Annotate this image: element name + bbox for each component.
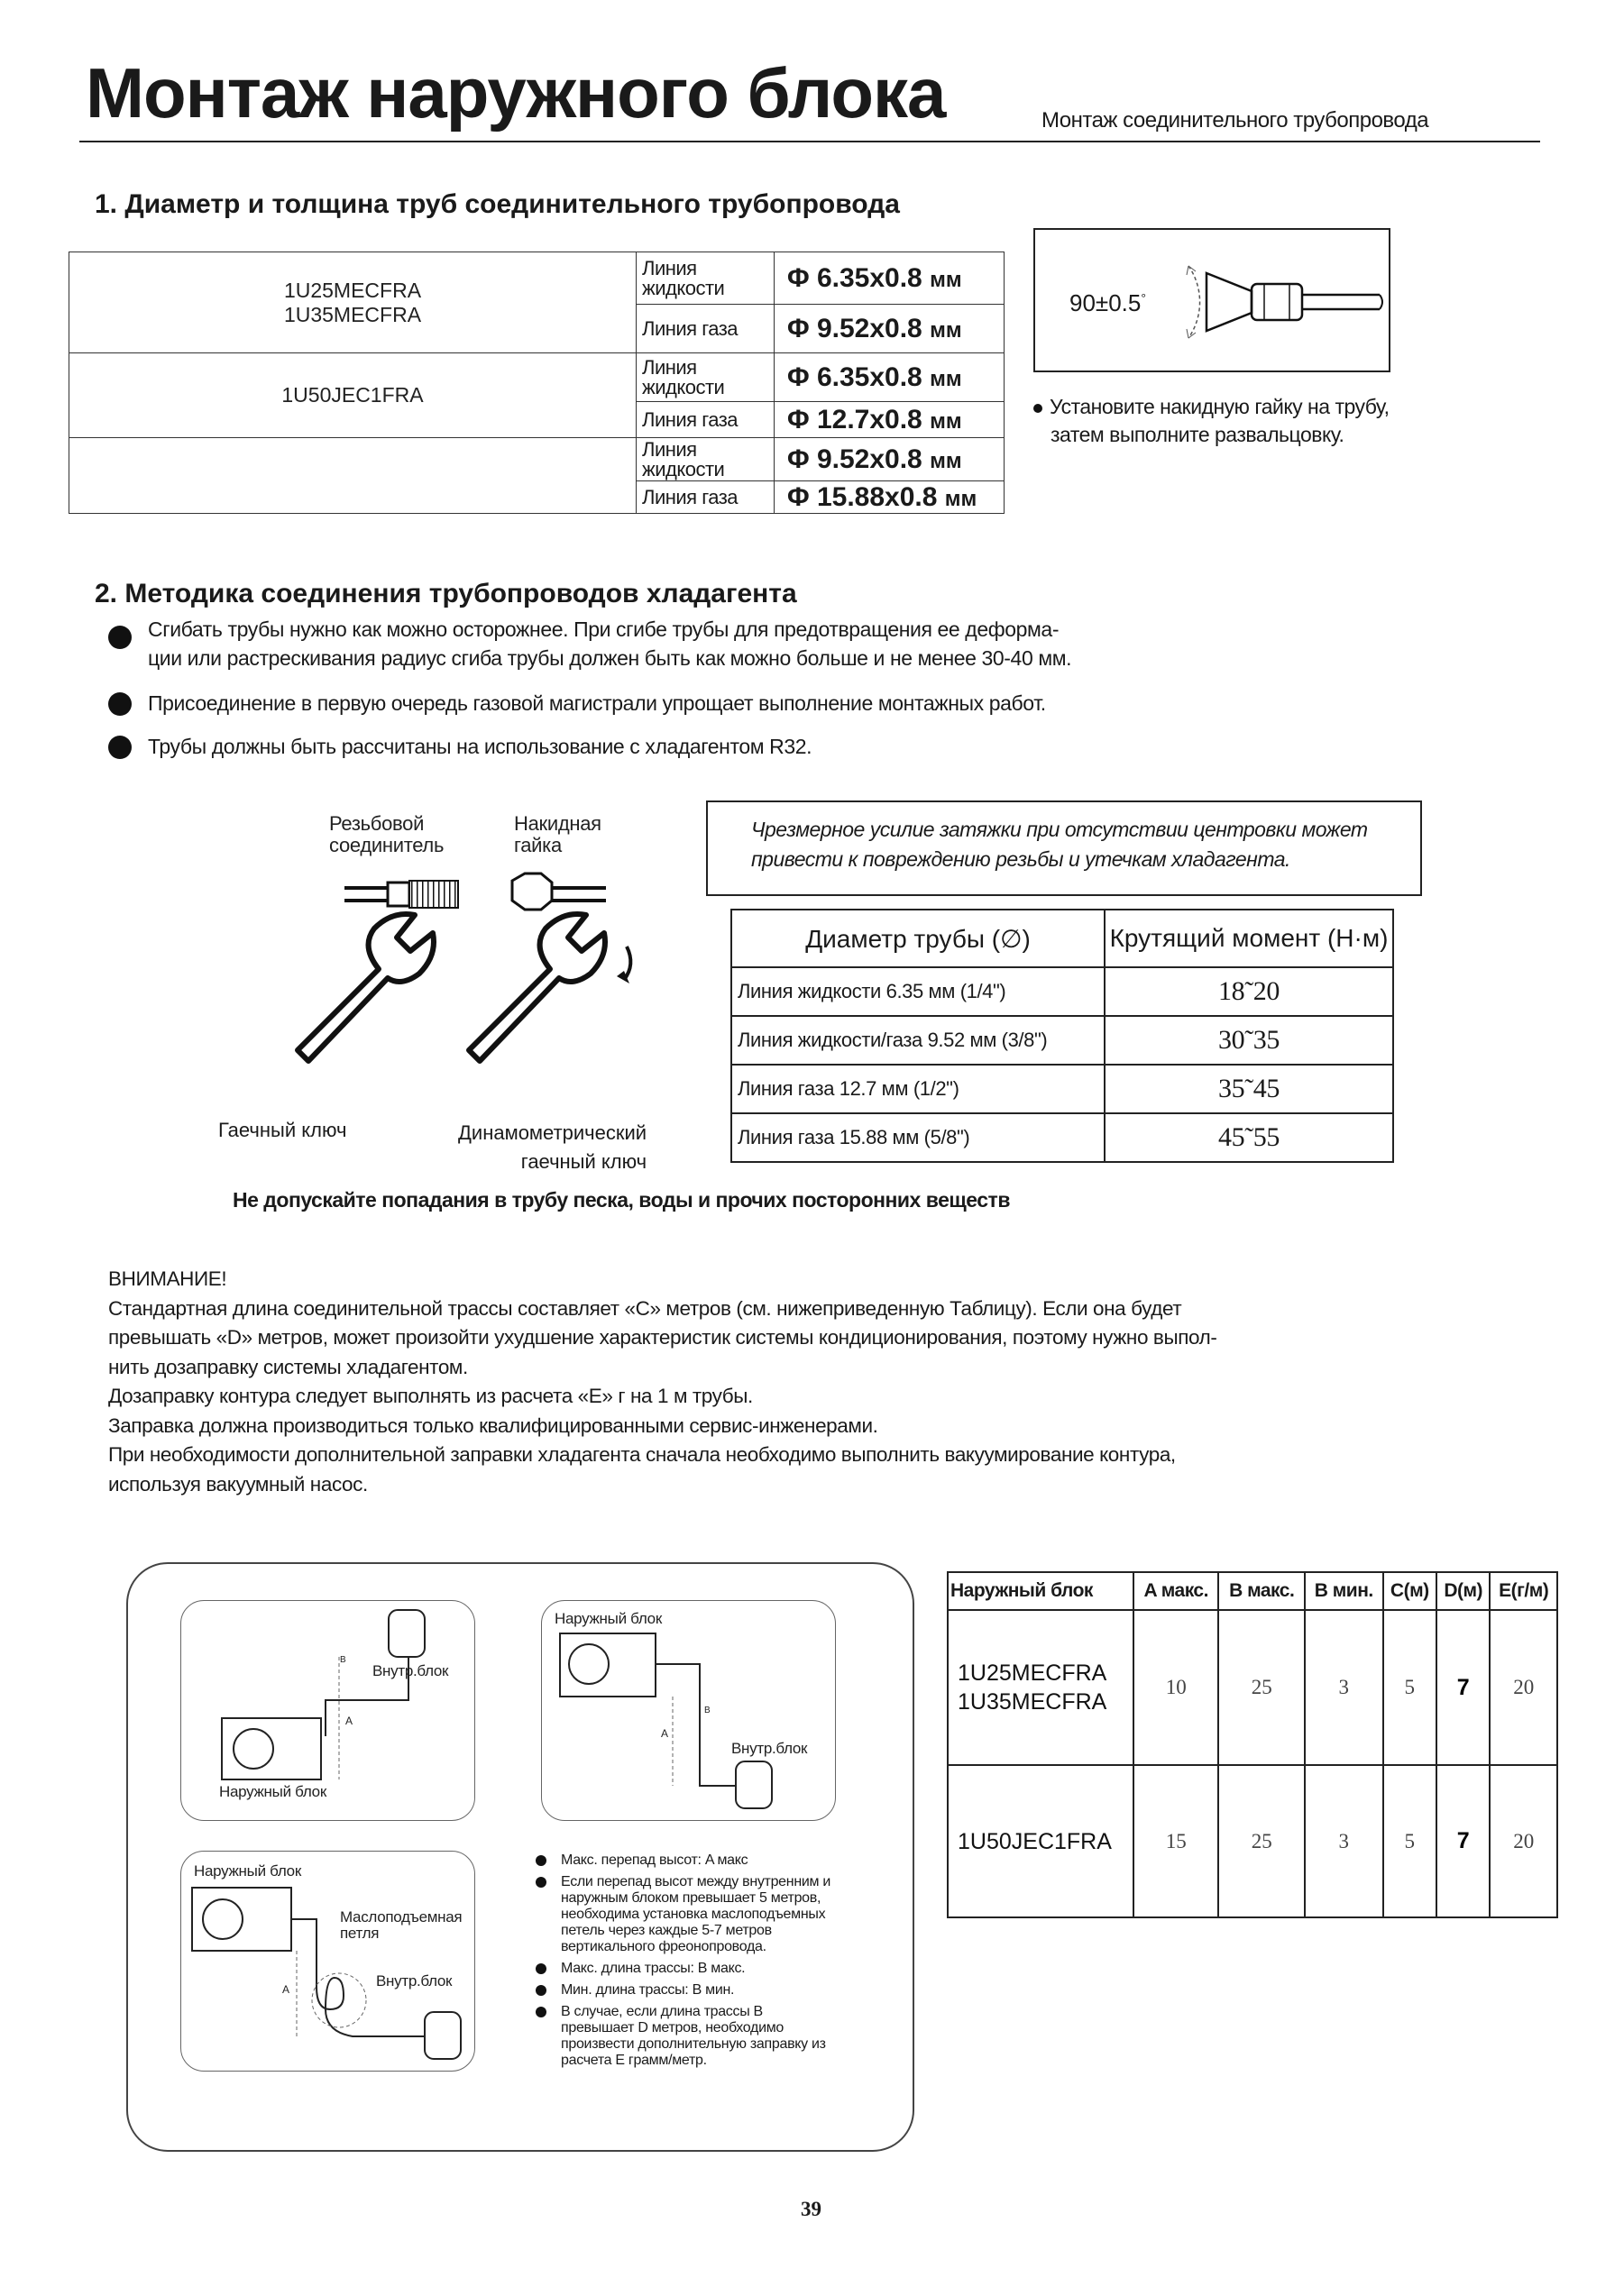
gas-dim: Φ 9.52x0.8 мм [775, 305, 1005, 353]
outdoor-unit-label: Наружный блок [219, 1783, 326, 1800]
indoor-unit-label: Внутр.блок [372, 1662, 449, 1679]
gas-line-label: Линия газа [637, 402, 775, 438]
thread-connector-label: Резьбовой соединитель [329, 812, 445, 856]
gas-line-label: Линия газа [637, 305, 775, 353]
flare-nut-label: Накидная гайка [514, 812, 601, 856]
flare-angle: 90±0.5° [1069, 289, 1146, 316]
table-row: Линия жидкости 6.35 мм (1/4") 18˜20 [731, 967, 1393, 1016]
torque-col-pipe: Диаметр трубы (∅) [731, 910, 1105, 967]
liquid-line-label: Линия жидкости [637, 438, 775, 481]
torque-wrench-label: Динамометрический гаечный ключ [458, 1121, 647, 1173]
pipe-length-table: Наружный блок A макс. B макс. B мин. C(м) D(м) E(г/м) 1U25MECFRA 1U35MECFRA 10 25 3 5 7 20 1U50JEC1FRA 15 25 3 5 7 20 [947, 1571, 1558, 1918]
torque-col-torque: Крутящий момент (Н·м) [1105, 910, 1393, 967]
bullet-item: Сгибать трубы нужно как можно осторожнее. При сгибе трубы для предотвращения ее деформа- ции или растрескивания радиус сгиба трубы должен быть как можно больше и не менее 30-40 мм. [108, 615, 1127, 672]
caution-box: Чрезмерное усилие затяжки при отсутствии центровки может привести к повреждению резьбы и утечкам хладагента. [706, 800, 1422, 896]
diagram-panel-oil-loop: Наружный блок Маслоподъемная петля Внутр.блок A [180, 1851, 475, 2072]
bullet-item: Трубы должны быть рассчитаны на использование с хладагентом R32. [108, 732, 1127, 761]
torque-table [730, 909, 1394, 1163]
model-cell: 1U25MECFRA 1U35MECFRA [69, 252, 637, 353]
gas-dim: Φ 12.7x0.8 мм [775, 402, 1005, 438]
foreign-matter-warning: Не допускайте попадания в трубу песка, воды и прочих посторонних веществ [233, 1188, 1010, 1212]
page-subtitle: Монтаж соединительного трубопровода [1041, 108, 1429, 133]
flare-pipe-drawing [1170, 248, 1387, 356]
wrench-illustration [271, 861, 685, 1104]
liquid-dim: Φ 6.35x0.8 мм [775, 353, 1005, 402]
page-number: 39 [801, 2198, 821, 2220]
indoor-unit-label: Внутр.блок [731, 1740, 808, 1757]
table-row: Линия газа 15.88 мм (5/8") 45˜55 [731, 1113, 1393, 1162]
table-row: 1U50JEC1FRA 15 25 3 5 7 20 [948, 1765, 1557, 1917]
flare-note: Установите накидную гайку на трубу, затем выполните развальцовку. [1033, 393, 1390, 449]
table-row: Линия газа 12.7 мм (1/2") 35˜45 [731, 1065, 1393, 1113]
page-title: Монтаж наружного блока [86, 53, 946, 133]
section2-bullets [108, 615, 1127, 761]
installation-diagram [126, 1562, 914, 2152]
wrench-label: Гаечный ключ [218, 1119, 347, 1141]
bullet-item: Присоединение в первую очередь газовой магистрали упрощает выполнение монтажных работ. [108, 689, 1127, 718]
oil-loop-label: Маслоподъемная петля [340, 1908, 463, 1942]
liquid-line-label: Линия жидкости [637, 353, 775, 402]
attention-paragraph: ВНИМАНИЕ! Стандартная длина соединительной трассы составляет «C» метров (см. нижеприведенную Таблицу). Если она будет превышать «D» метров, может произойти ухудшение характеристик системы кондиционирования, поэтому нужно выпол- нить дозаправку системы хладагентом. Дозаправку контура следует выполнять из расчета «E» г на 1 м трубы. Заправка должна производиться только квалифицированными сервис-инженерами. При необходимости дополнительной заправки хладагента сначала необходимо выполнить вакуумирование контура, используя вакуумный насос. [108, 1267, 1217, 1496]
outdoor-unit-label: Наружный блок [555, 1610, 662, 1627]
model-cell-empty [69, 438, 637, 514]
liquid-dim: Φ 6.35x0.8 мм [775, 252, 1005, 305]
section2-heading: 2. Методика соединения трубопроводов хладагента [95, 579, 797, 608]
liquid-line-label: Линия жидкости [637, 252, 775, 305]
gas-dim: Φ 15.88x0.8 мм [775, 481, 1005, 514]
header-divider [79, 141, 1540, 142]
indoor-unit-label: Внутр.блок [376, 1972, 453, 1990]
flare-figure [1033, 228, 1390, 372]
gas-line-label: Линия газа [637, 481, 775, 514]
diagram-notes: Макс. перепад высот: A макс Если перепад высот между внутренним и наружным блоком превышает 5 метров, необходима установка маслоподъемных петель через каждые 5-7 метров вертикального фреонопровода. Макс. длина трассы: B макс. Мин. длина трассы: B мин. В случае, если длина трассы B превышает D метров, необходимо произвести дополнительную заправку из расчета E грамм/метр. [536, 1852, 878, 2074]
diagram-panel-outdoor-below: B Внутр.блок A Наружный блок [180, 1600, 475, 1821]
outdoor-unit-label: Наружный блок [194, 1862, 301, 1880]
table-row: Линия жидкости/газа 9.52 мм (3/8") 30˜35 [731, 1016, 1393, 1065]
model-cell: 1U50JEC1FRA [69, 353, 637, 438]
table-row: 1U25MECFRA 1U35MECFRA 10 25 3 5 7 20 [948, 1610, 1557, 1765]
section1-heading: 1. Диаметр и толщина труб соединительного трубопровода [95, 189, 900, 219]
liquid-dim: Φ 9.52x0.8 мм [775, 438, 1005, 481]
diagram-panel-outdoor-above: Наружный блок B A Внутр.блок [541, 1600, 836, 1821]
pipe-diameter-table [69, 252, 1005, 514]
